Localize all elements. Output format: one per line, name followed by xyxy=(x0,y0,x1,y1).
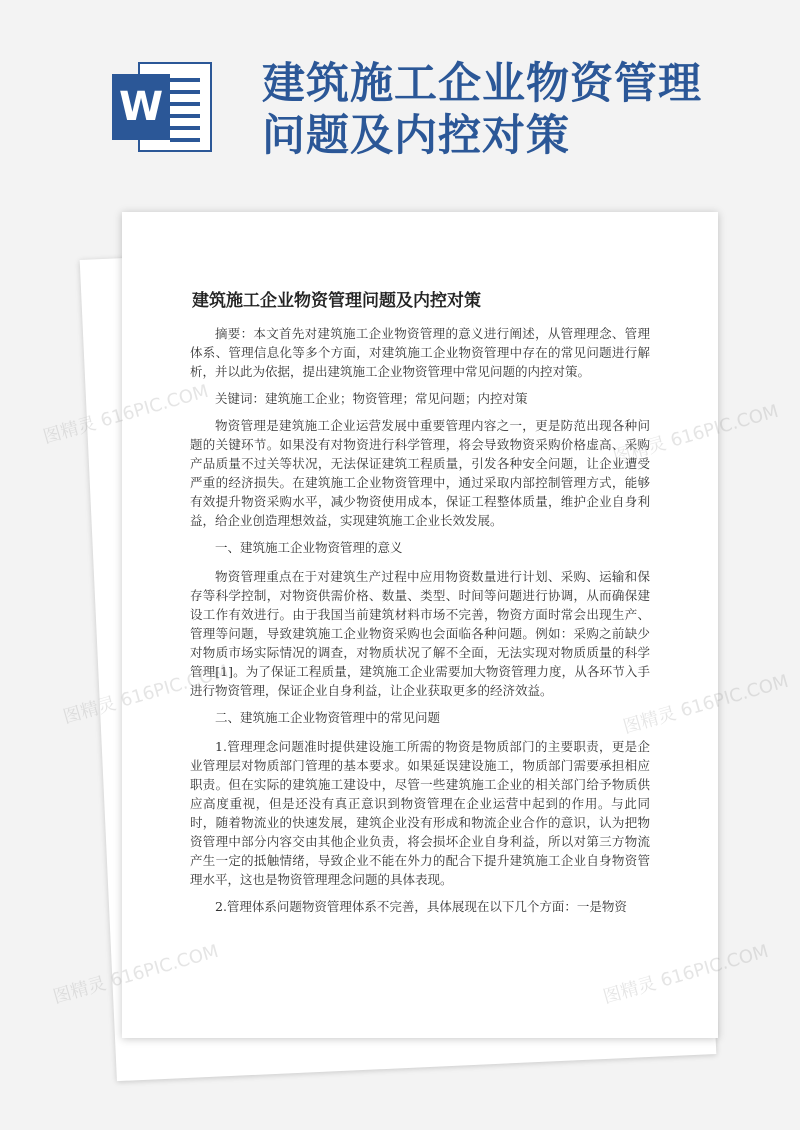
banner-title-line2: 问题及内控对策 xyxy=(262,111,570,161)
banner-title-line1: 建筑施工企业物资管理 xyxy=(262,59,702,109)
word-logo xyxy=(112,62,216,152)
document-body xyxy=(190,324,650,916)
watermark-text: 图精灵 616PIC.COM xyxy=(40,380,211,449)
section2-item1-paragraph: 1.管理理念问题准时提供建设施工所需的物资是物质部门的主要职责，更是企业管理层对物质部门管理的基本要求。如果延误建设施工，物质部门需要承担相应职责。但在实际的建筑施工建设中，尽管一些建筑施工企业的相关部门给予物质供应高度重视，但是还没有真正意识到物资管理在企业运营中起到的作用。与此同时，随着物流业的快速发展，建筑企业没有形成和物流企业合作的意识，认为把物资管理中部分内容交由其他企业负责，将会损坏企业自身利益，所以对第三方物流产生一定的抵触情绪，导致企业不能在外力的配合下提升建筑施工企业自身物资管理水平，这也是物资管理理念问题的具体表现。 xyxy=(190,739,650,887)
abstract-paragraph: 摘要：本文首先对建筑施工企业物资管理的意义进行阐述，从管理理念、管理体系、管理信息化等多个方面，对建筑施工企业物资管理中存在的常见问题进行解析，并以此为依据，提出建筑施工企业物资管理中常见问题的内控对策。 xyxy=(190,326,650,379)
watermark-text: 图精灵 616PIC.COM xyxy=(50,940,221,1009)
section1-heading: 一、建筑施工企业物资管理的意义 xyxy=(215,540,403,555)
word-badge-icon: W xyxy=(112,74,170,140)
watermark-text: 图精灵 616PIC.COM xyxy=(600,940,771,1009)
section2-item2-paragraph: 2.管理体系问题物资管理体系不完善，具体展现在以下几个方面：一是物资 xyxy=(215,899,627,914)
watermark-text: 图精灵 616PIC.COM xyxy=(620,670,791,739)
section1-paragraph: 物资管理重点在于对建筑生产过程中应用物资数量进行计划、采购、运输和保存等科学控制，对物资供需价格、数量、类型、时间等问题进行协调，从而确保建设工作有效进行。由于我国当前建筑材料市场不完善，物资方面时常会出现生产、管理等问题，导致建筑施工企业物资采购也会面临各种问题。例如：采购之前缺少对物质市场实际情况的调查，对物质状况了解不全面，无法实现对物质质量的科学管理[1]。为了保证工程质量，建筑施工企业需要加大物资管理力度，从各环节入手进行物资管理，保证企业自身利益，让企业获取更多的经济效益。 xyxy=(190,569,650,698)
banner-title xyxy=(262,58,762,162)
document-title: 建筑施工企业物资管理问题及内控对策 xyxy=(192,291,481,311)
watermark-text: 图精灵 616PIC.COM xyxy=(610,400,781,469)
keywords-paragraph: 关键词：建筑施工企业；物资管理；常见问题；内控对策 xyxy=(215,391,528,406)
watermark-text: 图精灵 616PIC.COM xyxy=(60,660,231,729)
intro-paragraph: 物资管理是建筑施工企业运营发展中重要管理内容之一，更是防范出现各种问题的关键环节。如果没有对物资进行科学管理，将会导致物资采购价格虚高、采购产品质量不过关等状况，无法保证建筑工程质量，引发各种安全问题，让企业遭受严重的经济损失。在建筑施工企业物资管理中，通过采取内部控制管理方式，能够有效提升物资采购水平，减少物资使用成本，保证工程整体质量，维护企业自身利益，给企业创造理想效益，实现建筑施工企业长效发展。 xyxy=(190,418,650,528)
section2-heading: 二、建筑施工企业物资管理中的常见问题 xyxy=(215,710,441,725)
document-page xyxy=(122,212,718,1038)
